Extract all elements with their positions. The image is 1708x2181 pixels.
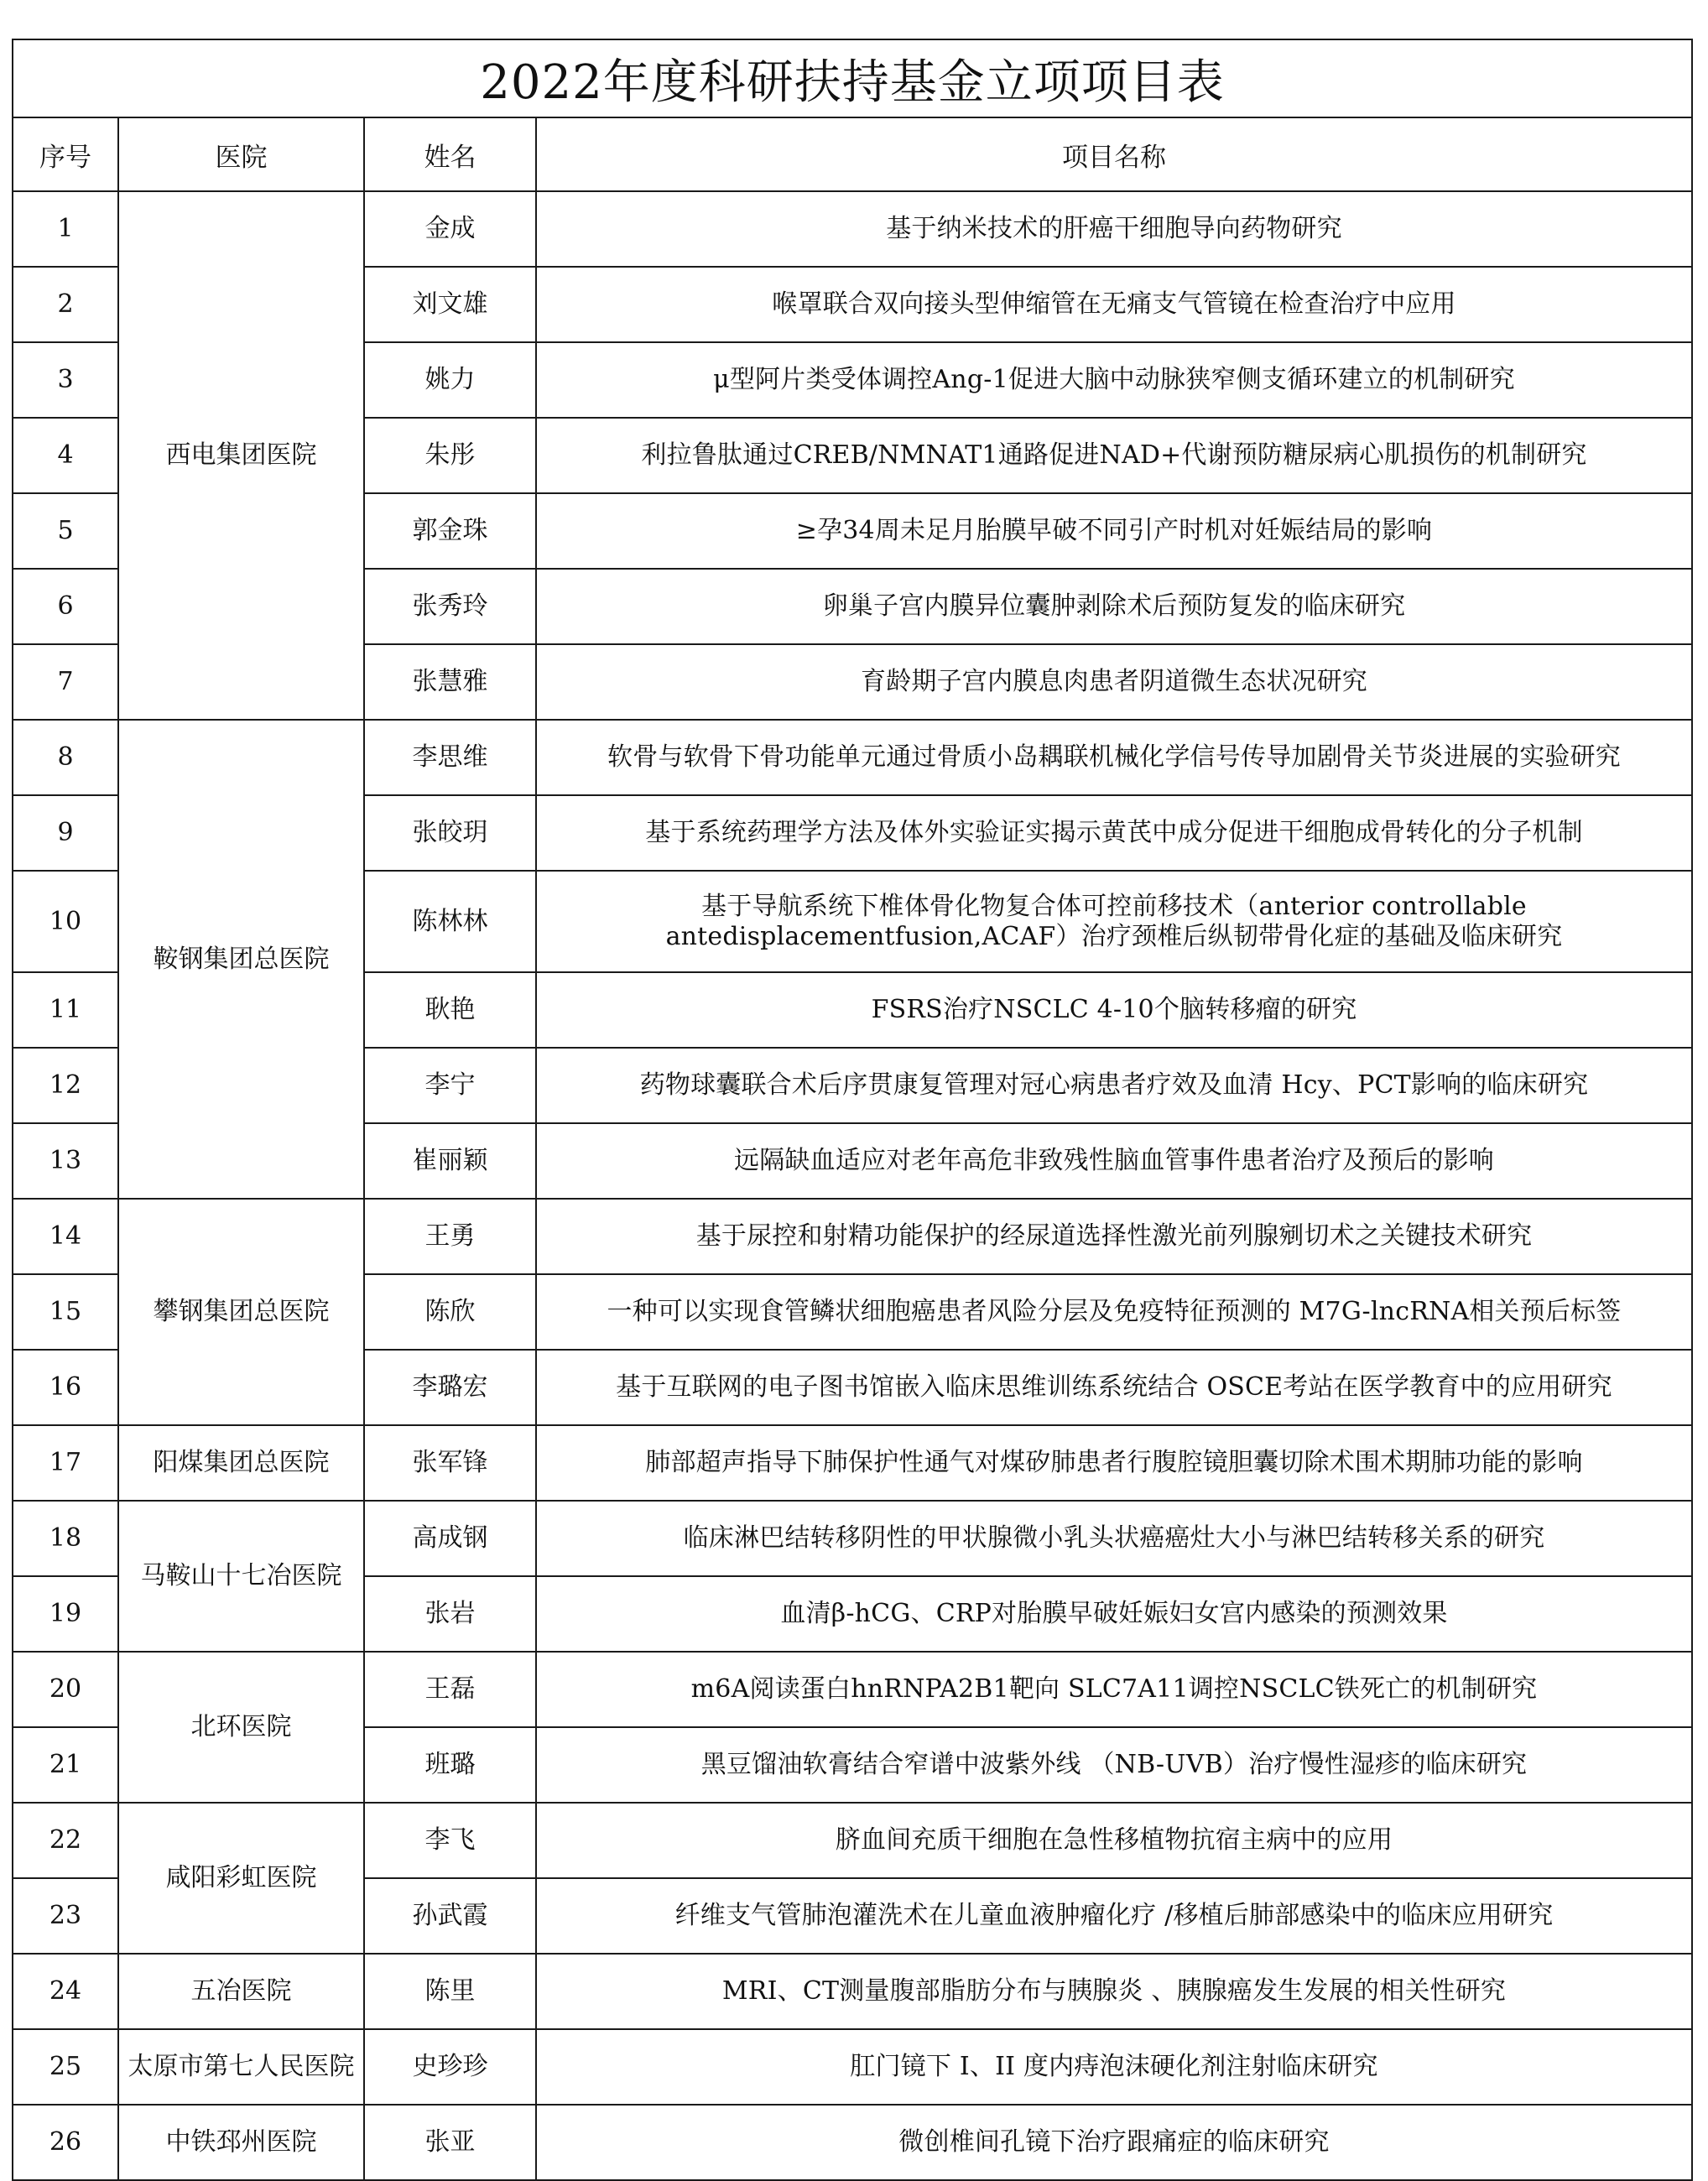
row-number: 10 <box>13 871 118 972</box>
hospital-cell: 五冶医院 <box>118 1954 364 2029</box>
applicant-name: 金成 <box>364 191 536 267</box>
project-title: 血清β-hCG、CRP对胎膜早破妊娠妇女宫内感染的预测效果 <box>536 1576 1692 1652</box>
row-number: 20 <box>13 1652 118 1727</box>
applicant-name: 张皎玥 <box>364 795 536 871</box>
hospital-cell: 鞍钢集团总医院 <box>118 720 364 1199</box>
hospital-cell: 北环医院 <box>118 1652 364 1803</box>
project-title: 基于互联网的电子图书馆嵌入临床思维训练系统结合 OSCE考站在医学教育中的应用研究 <box>536 1350 1692 1425</box>
applicant-name: 朱彤 <box>364 418 536 493</box>
applicant-name: 史珍珍 <box>364 2029 536 2105</box>
applicant-name: 李思维 <box>364 720 536 795</box>
hospital-cell: 太原市第七人民医院 <box>118 2029 364 2105</box>
row-number: 9 <box>13 795 118 871</box>
applicant-name: 陈林林 <box>364 871 536 972</box>
project-title: MRI、CT测量腹部脂肪分布与胰腺炎 、胰腺癌发生发展的相关性研究 <box>536 1954 1692 2029</box>
applicant-name: 张秀玲 <box>364 569 536 644</box>
hospital-cell: 阳煤集团总医院 <box>118 1425 364 1501</box>
hospital-cell: 中铁邳州医院 <box>118 2105 364 2180</box>
table-row <box>13 720 1692 795</box>
table-row <box>13 1425 1692 1501</box>
project-title: 基于纳米技术的肝癌干细胞导向药物研究 <box>536 191 1692 267</box>
applicant-name: 张亚 <box>364 2105 536 2180</box>
row-number: 23 <box>13 1878 118 1954</box>
column-header-name: 姓名 <box>364 117 536 191</box>
table-title: 2022年度科研扶持基金立项项目表 <box>13 39 1692 117</box>
project-title: 黑豆馏油软膏结合窄谱中波紫外线 （NB-UVB）治疗慢性湿疹的临床研究 <box>536 1727 1692 1803</box>
table-row <box>13 191 1692 267</box>
project-title: FSRS治疗NSCLC 4-10个脑转移瘤的研究 <box>536 972 1692 1048</box>
project-title: 基于尿控和射精功能保护的经尿道选择性激光前列腺剜切术之关键技术研究 <box>536 1199 1692 1274</box>
project-title: 软骨与软骨下骨功能单元通过骨质小岛耦联机械化学信号传导加剧骨关节炎进展的实验研究 <box>536 720 1692 795</box>
project-title: 纤维支气管肺泡灌洗术在儿童血液肿瘤化疗 /移植后肺部感染中的临床应用研究 <box>536 1878 1692 1954</box>
applicant-name: 李璐宏 <box>364 1350 536 1425</box>
table-row <box>13 2105 1692 2180</box>
project-title: 育龄期子宫内膜息肉患者阴道微生态状况研究 <box>536 644 1692 720</box>
project-title: 基于系统药理学方法及体外实验证实揭示黄芪中成分促进干细胞成骨转化的分子机制 <box>536 795 1692 871</box>
applicant-name: 张军锋 <box>364 1425 536 1501</box>
row-number: 8 <box>13 720 118 795</box>
applicant-name: 耿艳 <box>364 972 536 1048</box>
applicant-name: 王磊 <box>364 1652 536 1727</box>
applicant-name: 陈里 <box>364 1954 536 2029</box>
project-title: 一种可以实现食管鳞状细胞癌患者风险分层及免疫特征预测的 M7G-lncRNA相关预后标签 <box>536 1274 1692 1350</box>
applicant-name: 王勇 <box>364 1199 536 1274</box>
hospital-cell: 咸阳彩虹医院 <box>118 1803 364 1954</box>
project-title: 卵巢子宫内膜异位囊肿剥除术后预防复发的临床研究 <box>536 569 1692 644</box>
row-number: 6 <box>13 569 118 644</box>
row-number: 21 <box>13 1727 118 1803</box>
row-number: 24 <box>13 1954 118 2029</box>
applicant-name: 崔丽颖 <box>364 1123 536 1199</box>
row-number: 25 <box>13 2029 118 2105</box>
applicant-name: 张岩 <box>364 1576 536 1652</box>
row-number: 7 <box>13 644 118 720</box>
column-header-no: 序号 <box>13 117 118 191</box>
project-title: 临床淋巴结转移阴性的甲状腺微小乳头状癌癌灶大小与淋巴结转移关系的研究 <box>536 1501 1692 1576</box>
row-number: 19 <box>13 1576 118 1652</box>
table-row <box>13 1199 1692 1274</box>
row-number: 2 <box>13 267 118 342</box>
row-number: 14 <box>13 1199 118 1274</box>
applicant-name: 姚力 <box>364 342 536 418</box>
row-number: 11 <box>13 972 118 1048</box>
project-title: ≥孕34周未足月胎膜早破不同引产时机对妊娠结局的影响 <box>536 493 1692 569</box>
project-title: 基于导航系统下椎体骨化物复合体可控前移技术（anterior controllable antedisplacementfusion,ACAF）治疗颈椎后纵韧带骨化症的基础及临床研究 <box>536 871 1692 972</box>
applicant-name: 刘文雄 <box>364 267 536 342</box>
applicant-name: 孙武霞 <box>364 1878 536 1954</box>
table-row <box>13 1954 1692 2029</box>
project-title: 肛门镜下 I、II 度内痔泡沫硬化剂注射临床研究 <box>536 2029 1692 2105</box>
row-number: 4 <box>13 418 118 493</box>
table-row <box>13 1501 1692 1576</box>
hospital-cell: 攀钢集团总医院 <box>118 1199 364 1425</box>
table-row <box>13 1652 1692 1727</box>
table-row <box>13 1803 1692 1878</box>
column-header-project: 项目名称 <box>536 117 1692 191</box>
project-title: 喉罩联合双向接头型伸缩管在无痛支气管镜在检查治疗中应用 <box>536 267 1692 342</box>
row-number: 26 <box>13 2105 118 2180</box>
project-title: μ型阿片类受体调控Ang-1促进大脑中动脉狭窄侧支循环建立的机制研究 <box>536 342 1692 418</box>
applicant-name: 李宁 <box>364 1048 536 1123</box>
row-number: 16 <box>13 1350 118 1425</box>
row-number: 15 <box>13 1274 118 1350</box>
applicant-name: 班璐 <box>364 1727 536 1803</box>
row-number: 18 <box>13 1501 118 1576</box>
row-number: 22 <box>13 1803 118 1878</box>
project-title: 药物球囊联合术后序贯康复管理对冠心病患者疗效及血清 Hcy、PCT影响的临床研究 <box>536 1048 1692 1123</box>
row-number: 12 <box>13 1048 118 1123</box>
project-title: 脐血间充质干细胞在急性移植物抗宿主病中的应用 <box>536 1803 1692 1878</box>
project-table <box>12 39 1693 2181</box>
table-row <box>13 2029 1692 2105</box>
applicant-name: 高成钢 <box>364 1501 536 1576</box>
column-header-hospital: 医院 <box>118 117 364 191</box>
row-number: 5 <box>13 493 118 569</box>
row-number: 17 <box>13 1425 118 1501</box>
project-title: 利拉鲁肽通过CREB/NMNAT1通路促进NAD+代谢预防糖尿病心肌损伤的机制研究 <box>536 418 1692 493</box>
applicant-name: 郭金珠 <box>364 493 536 569</box>
row-number: 3 <box>13 342 118 418</box>
project-title: m6A阅读蛋白hnRNPA2B1靶向 SLC7A11调控NSCLC铁死亡的机制研究 <box>536 1652 1692 1727</box>
applicant-name: 张慧雅 <box>364 644 536 720</box>
row-number: 13 <box>13 1123 118 1199</box>
hospital-cell: 西电集团医院 <box>118 191 364 720</box>
project-title: 肺部超声指导下肺保护性通气对煤矽肺患者行腹腔镜胆囊切除术围术期肺功能的影响 <box>536 1425 1692 1501</box>
applicant-name: 李飞 <box>364 1803 536 1878</box>
hospital-cell: 马鞍山十七冶医院 <box>118 1501 364 1652</box>
project-title: 远隔缺血适应对老年高危非致残性脑血管事件患者治疗及预后的影响 <box>536 1123 1692 1199</box>
applicant-name: 陈欣 <box>364 1274 536 1350</box>
project-title: 微创椎间孔镜下治疗跟痛症的临床研究 <box>536 2105 1692 2180</box>
row-number: 1 <box>13 191 118 267</box>
table-body <box>13 191 1692 2180</box>
